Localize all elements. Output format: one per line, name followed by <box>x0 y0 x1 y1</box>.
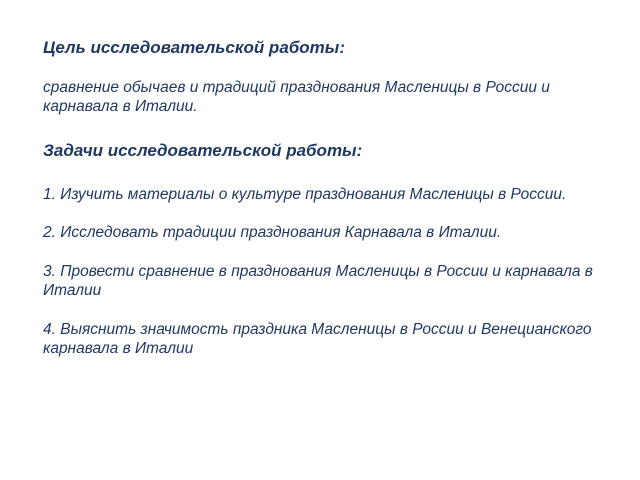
goal-heading: Цель исследовательской работы: <box>43 38 345 57</box>
task-item: 2. Исследовать традиции празднования Карнавала в Италии. <box>43 224 502 241</box>
task-item: 3. Провести сравнение в празднования Масленицы в России и карнавала в Италии <box>43 263 593 299</box>
tasks-heading: Задачи исследовательской работы: <box>43 141 363 160</box>
goal-text: сравнение обычаев и традиций празднования Масленицы в России и карнавала в Италии. <box>43 79 550 115</box>
task-item: 1. Изучить материалы о культуре празднования Масленицы в России. <box>43 186 567 203</box>
task-item: 4. Выяснить значимость праздника Масленицы в России и Венецианского карнавала в Италии <box>43 321 592 357</box>
